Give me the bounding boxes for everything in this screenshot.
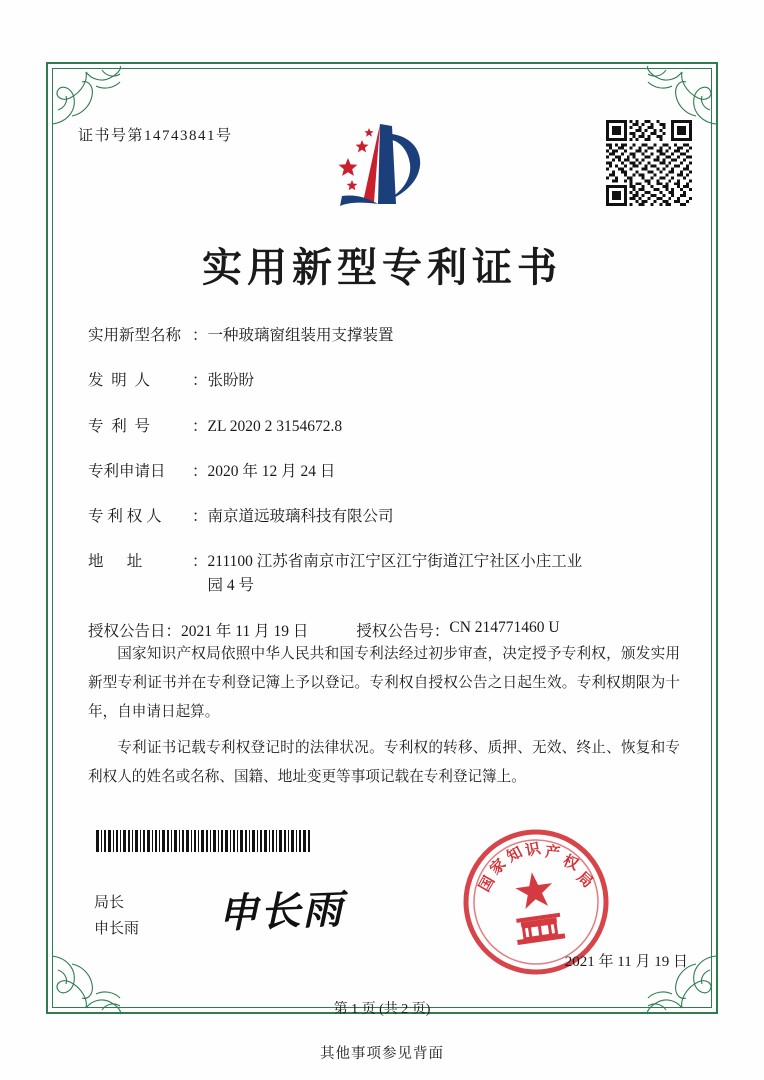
corner-ornament-icon: [48, 64, 140, 128]
field-colon: ：: [433, 622, 450, 640]
paragraph-2: 专利证书记载专利权登记时的法律状况。专利权的转移、质押、无效、终止、恢复和专利权人的姓名或名称、国籍、地址变更等事项记载在专利登记簿上。: [88, 739, 680, 785]
field-value: 张盼盼: [207, 372, 255, 390]
field-grant-row: [88, 619, 688, 641]
signature-title-line2: 申长雨: [94, 921, 140, 938]
footer-note: 其他事项参见背面: [320, 1046, 444, 1062]
svg-text:国: 国: [476, 873, 499, 895]
svg-text:识: 识: [523, 841, 543, 860]
field-label: 授权公告日: [88, 622, 166, 640]
field-value: 南京道远玻璃科技有限公司: [207, 508, 394, 525]
certificate-number: 证书号第14743841号: [78, 128, 233, 144]
signature-title: [94, 890, 139, 943]
seal-date: 2021 年 11 月 19 日: [564, 954, 688, 970]
field-patentee: [88, 505, 688, 528]
handwritten-signature: 申长雨: [217, 886, 345, 937]
field-colon: ：: [192, 327, 208, 344]
page-title: 实用新型专利证书: [202, 245, 562, 290]
svg-text:产: 产: [544, 844, 561, 862]
field-value-line2: 园 4 号: [207, 576, 255, 594]
field-value: 2020 年 12 月 24 日: [207, 462, 336, 480]
cnipa-logo-icon: [322, 118, 442, 214]
corner-ornament-icon: [628, 64, 720, 128]
field-colon: ：: [192, 372, 208, 390]
field-list: [88, 324, 688, 663]
svg-text:家: 家: [487, 856, 510, 879]
field-label: 地 址: [88, 553, 143, 571]
field-address: [88, 550, 688, 597]
field-value: 2021 年 11 月 19 日: [181, 622, 309, 640]
field-label: 专利申请日: [88, 462, 166, 480]
qr-code-icon: [606, 120, 692, 206]
field-colon: ：: [192, 553, 208, 571]
field-label: 实用新型名称: [88, 327, 182, 344]
field-value: 211100 江苏省南京市江宁区江宁街道江宁社区小庄工业: [207, 553, 583, 571]
field-colon: ：: [165, 622, 182, 640]
body-text: [88, 640, 680, 798]
field-grant-date: [88, 619, 308, 641]
field-value: 一种玻璃窗组装用支撑装置: [207, 327, 394, 344]
page-number: 第 1 页 (共 2 页): [333, 1002, 431, 1017]
field-label: 专 利 权 人: [88, 508, 162, 525]
field-colon: ：: [192, 462, 208, 480]
paragraph-1: 国家知识产权局依照中华人民共和国专利法经过初步审查，决定授予专利权，颁发实用新型专利证书并在专利登记簿上予以登记。专利权自授权公告之日起生效。专利权期限为十年，自申请日起算。: [88, 646, 680, 721]
barcode-icon: [96, 830, 310, 852]
field-colon: ：: [192, 508, 208, 525]
field-utility-model-name: [88, 324, 688, 347]
field-colon: ：: [192, 417, 208, 435]
signature-title-line1: 局长: [94, 895, 125, 911]
field-value: ZL 2020 2 3154672.8: [207, 417, 343, 435]
field-value: CN 214771460 U: [449, 618, 560, 636]
field-grant-number: [356, 619, 559, 641]
field-application-date: [88, 460, 688, 483]
field-inventor: [88, 369, 688, 392]
field-label: 发 明 人: [88, 372, 151, 390]
field-label: 专 利 号: [88, 417, 151, 435]
field-label: 授权公告号: [356, 622, 434, 640]
svg-text:权: 权: [560, 853, 581, 874]
svg-text:局: 局: [573, 869, 596, 892]
field-patent-number: [88, 415, 688, 438]
svg-text:知: 知: [504, 844, 526, 866]
